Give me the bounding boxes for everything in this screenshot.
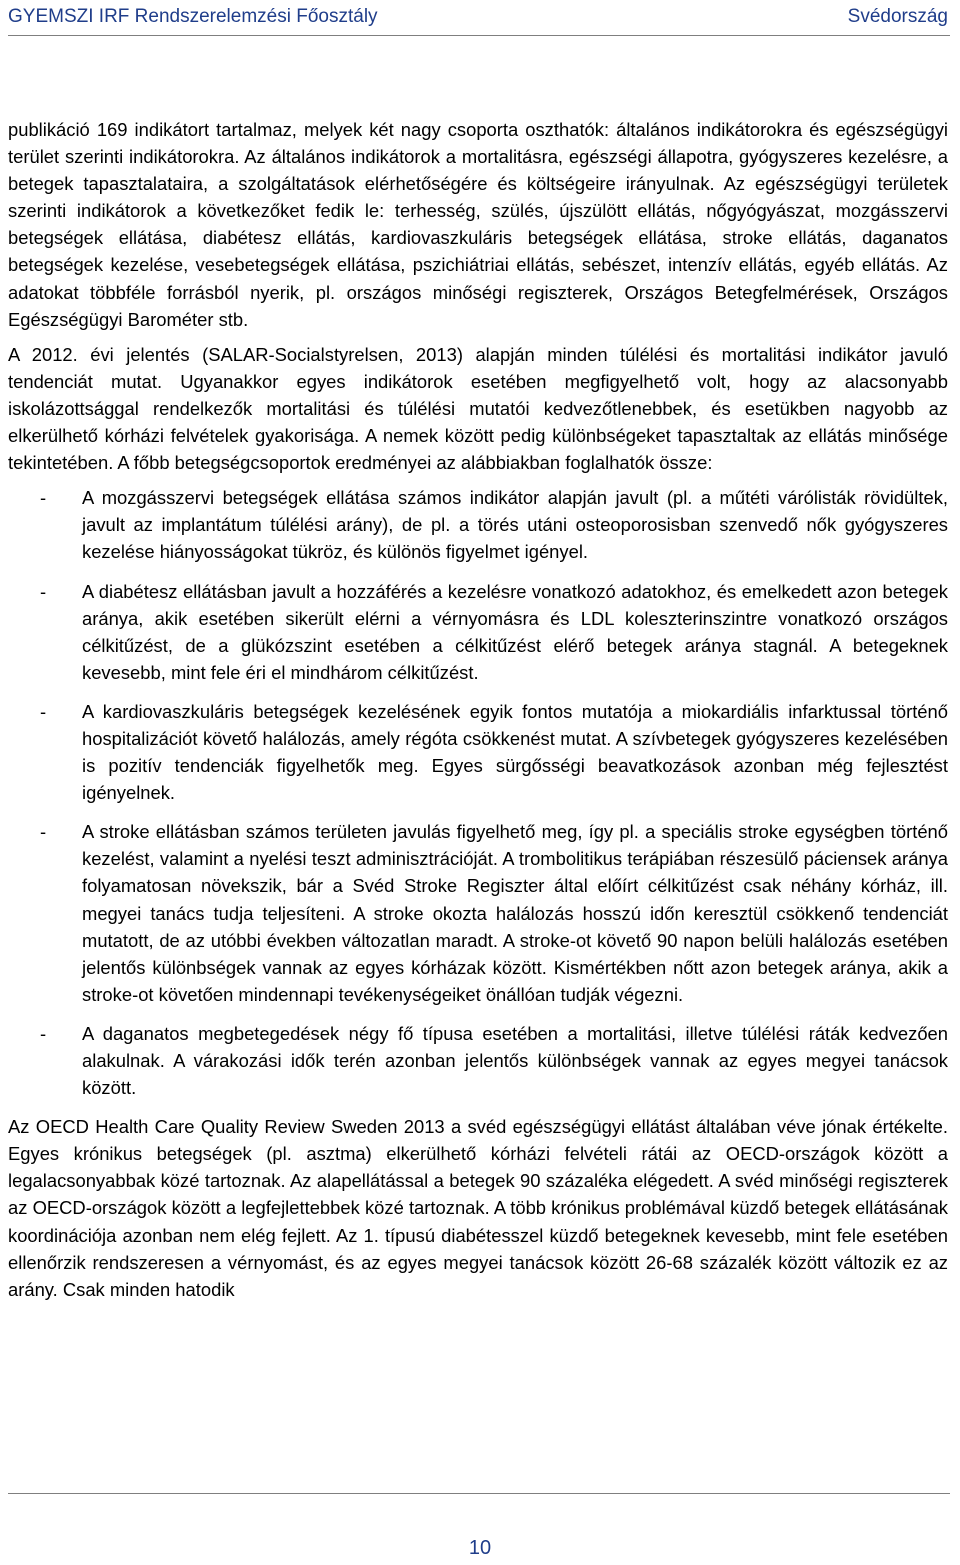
list-item-text: A stroke ellátásban számos területen javulás figyelhető meg, így pl. a speciális stroke egységben történő kezelést, valamint a nyelési teszt adminisztrációját. A trombolitikus terápiában részesülő páciensek aránya folyamatosan növekszik, bár a Svéd Stroke Regiszter által előírt célkitűzést csak néhány kórház, ill. megyei tanács tudja teljesíteni. A stroke okozta halálozás hosszú időn keresztül csökkenő tendenciát mutatott, de az utóbbi években változatlan maradt. A stroke-ot követő 90 napon belüli halálozás esetében jelentős különbségek vannak az egyes kórházak között. Kismértékben nőtt azon betegek aránya, akik a stroke-ot követően mindennapi tevékenységeiket önállóan tudják végezni. — [82, 821, 948, 1005]
list-item-cardiovascular — [8, 698, 948, 806]
list-item-text: A mozgásszervi betegségek ellátása számos indikátor alapján javult (pl. a műtéti várólisták rövidültek, javult az implantátum túlélési arány), de pl. a törés utáni osteoporosisban szenvedő nők gyógyszeres kezelése hiányosságokat tükröz, és különös figyelmet igényel. — [82, 487, 948, 563]
list-dash: - — [40, 821, 47, 843]
header-organization: GYEMSZI IRF Rendszerelemzési Főosztály — [8, 6, 378, 27]
list-item-musculoskeletal — [8, 484, 948, 565]
list-item-cancer — [8, 1020, 948, 1101]
list-item-stroke — [8, 818, 948, 1008]
page-header — [8, 0, 948, 34]
document-body — [8, 116, 948, 1303]
disease-group-list — [8, 484, 948, 1101]
list-item-text: A daganatos megbetegedések négy fő típusa esetében a mortalitási, illetve túlélési ráták kedvezően alakulnak. A várakozási idők terén azonban jelentős különbségek vannak az egyes megyei tanácsok között. — [82, 1022, 948, 1099]
list-item-text: A diabétesz ellátásban javult a hozzáférés a kezelésre vonatkozó adatokhoz, és emelkedett azon betegek aránya, akik esetében sikerült elérni a vérnyomásra és LDL koleszterinszintre vonatkozó országos célkitűzést, de a glükózszint esetében a célkitűzést elérő betegek aránya stagnál. A betegeknek kevesebb, mint fele éri el mindhárom célkitűzést. — [82, 580, 948, 683]
paragraph-report-2012: A 2012. évi jelentés (SALAR-Socialstyrelsen, 2013) alapján minden túlélési és mortalitási indikátor javuló tendenciát mutat. Ugyanakkor egyes indikátorok esetében megfigyelhető volt, hogy az alacsonyabb iskolázottsággal rendelkezők mortalitási és túlélési mutatói kedvezőtlenebbek, és esetükben nagyobb az elkerülhető kórházi felvételek gyakorisága. A nemek között pedig különbségeket tapasztaltak az ellátás minősége tekintetében. A főbb betegségcsoportok eredményei az alábbiakban foglalhatók össze: — [8, 343, 948, 474]
header-country: Svédország — [847, 6, 948, 27]
list-dash: - — [40, 1022, 47, 1044]
list-item-text: A kardiovaszkuláris betegségek kezelésének egyik fontos mutatója a miokardiális infarktussal történő hospitalizációt követő halálozás, amely régóta csökkenést mutat. A szívbetegek gyógyszeres kezelésében is pozitív tendenciák figyelhetők meg. Egyes sürgősségi beavatkozások azonban még fejlesztést igényelnek. — [82, 700, 948, 804]
page-number: 10 — [468, 1537, 492, 1559]
header-divider — [8, 35, 950, 36]
list-dash: - — [40, 700, 47, 722]
paragraph-indicators: publikáció 169 indikátort tartalmaz, melyek két nagy csoporta oszthatók: általános indikátorokra és egészségügyi terület szerinti indikátorokra. Az általános indikátorok a mortalitásra, egészségi állapotra, gyógyszeres kezelésre, a betegek tapasztalataira, a szolgáltatások elérhetőségére és költségeire irányulnak. Az egészségügyi területek szerinti indikátorok a következőket fedik le: terhesség, szülés, újszülött ellátás, nőgyógyászat, mozgásszervi betegségek ellátása, diabétesz ellátás, kardiovaszkuláris betegségek ellátása, stroke ellátás, daganatos betegségek kezelése, vesebetegségek ellátása, pszichiátriai ellátás, sebészet, intenzív ellátás, egyéb ellátás. Az adatokat többféle forrásból nyerik, pl. országos minőségi regiszterek, Országos Betegfelmérések, Országos Egészségügyi Barométer stb. — [8, 119, 948, 330]
list-item-diabetes — [8, 578, 948, 686]
list-dash: - — [40, 487, 47, 509]
footer-divider — [8, 1493, 950, 1494]
paragraph-oecd-review: Az OECD Health Care Quality Review Sweden 2013 a svéd egészségügyi ellátást általában véve jónak értékelte. Egyes krónikus betegségek (pl. asztma) elkerülhető kórházi felvételi rátái az OECD-országok között a legalacsonyabbak közé tartoznak. Az alapellátással a betegek 90 százaléka elégedett. A svéd minőségi regiszterek az OECD-országok között a legfejlettebbek közé tartoznak. A több krónikus problémával küzdő betegek ellátásának koordinációja azonban nem elég fejlett. Az 1. típusú diabétesszel küzdő betegeknek kevesebb, mint fele esetében ellenőrzik rendszeresen a vérnyomást, és az egyes megyei tanácsok között 26-68 százalék között változik ez az arány. Csak minden hatodik — [8, 1116, 948, 1300]
list-dash: - — [40, 580, 47, 602]
